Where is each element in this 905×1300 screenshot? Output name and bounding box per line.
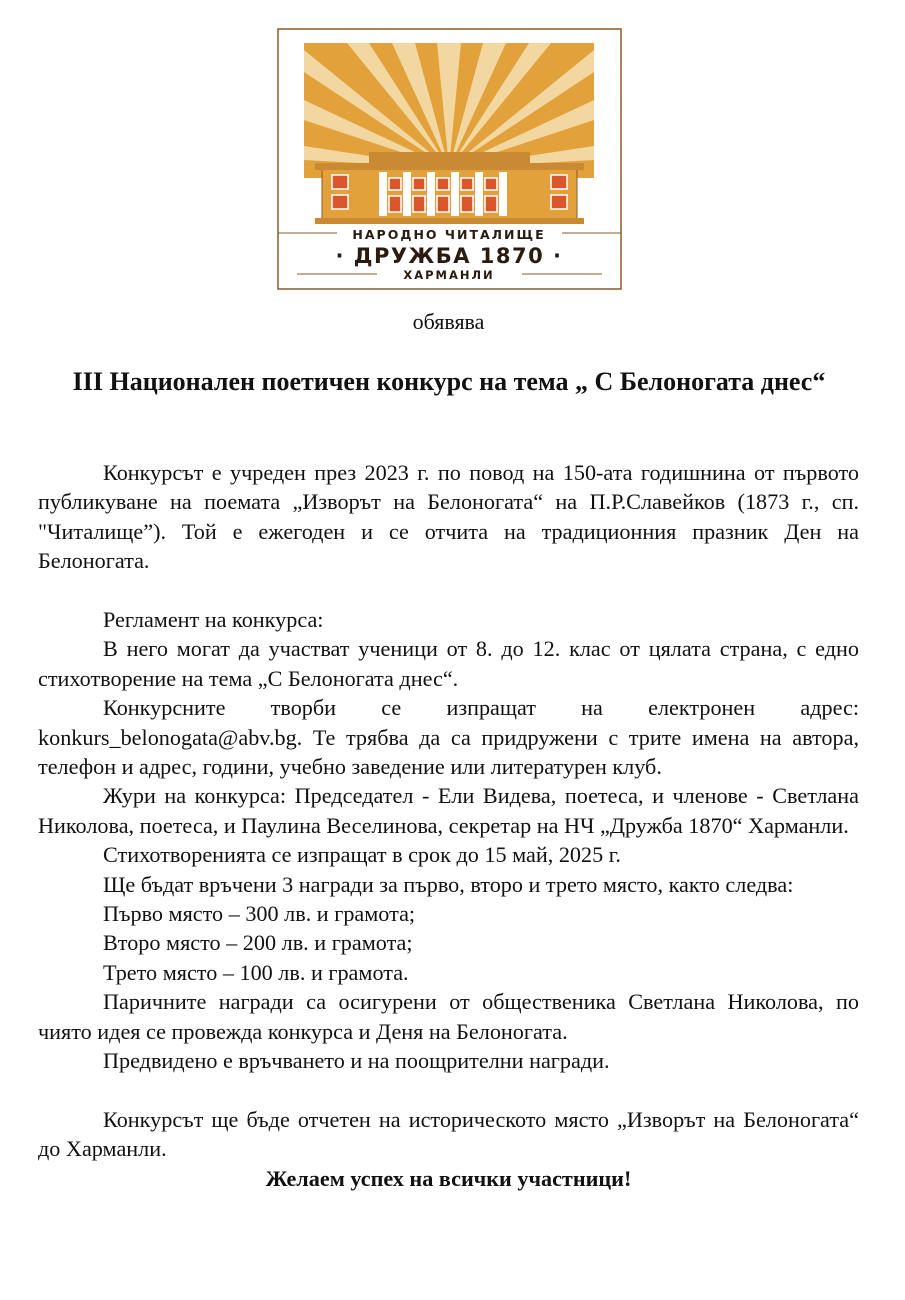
- document-body: [38, 458, 859, 1193]
- logo-graphic: [277, 28, 622, 290]
- rules-sponsor: Паричните награди са осигурени от общественика Светлана Николова, по чиято идея се провежда конкурса и Деня на Белоногата.: [38, 989, 859, 1044]
- logo-line2: · ДРУЖБА 1870 ·: [335, 244, 563, 268]
- closing-line: Желаем успех на всички участници!: [265, 1165, 632, 1191]
- logo-line3: ХАРМАНЛИ: [403, 268, 495, 282]
- rules-deadline: Стихотворенията се изпращат в срок до 15 май, 2025 г.: [103, 842, 621, 868]
- logo-line1: НАРОДНО ЧИТАЛИЩЕ: [352, 227, 546, 242]
- page-title: III Национален поетичен конкурс на тема „ С Белоногата днес“: [72, 367, 826, 396]
- intro-paragraph: Конкурсът е учреден през 2023 г. по повод на 150-ата годишнина от първото публикуване на поемата „Изворът на Белоногата“ на П.Р.Славейков (1873 г., сп. "Читалище”). Той е ежегоден и се отчита на традиционния празник Ден на Белоногата.: [38, 460, 859, 574]
- chitalishte-logo: [277, 28, 622, 290]
- outro-paragraph: Конкурсът ще бъде отчетен на историческото място „Изворът на Белоногата“ до Харманли.: [38, 1106, 859, 1162]
- rules-eligibility: В него могат да участват ученици от 8. до 12. клас от цялата страна, с едно стихотворение на тема „С Белоногата днес“.: [38, 636, 859, 691]
- rules-heading: Регламент на конкурса:: [103, 607, 324, 633]
- rules-encouragement: Предвидено е връчването и на поощрителни награди.: [103, 1048, 610, 1074]
- rules-prizes: Ще бъдат връчени 3 награди за първо, второ и трето място, както следва:: [103, 871, 794, 897]
- prize-first: Първо място – 300 лв. и грамота;: [103, 901, 416, 927]
- prize-second: Второ място – 200 лв. и грамота;: [103, 930, 413, 956]
- rules-jury: Жури на конкурса: Председател - Ели Видева, поетеса, и членове - Светлана Николова, поетеса, и Паулина Веселинова, секретар на НЧ „Дружба 1870“ Харманли.: [38, 783, 859, 838]
- prize-third: Трето място – 100 лв. и грамота.: [103, 959, 409, 985]
- rules-submission: Конкурсните творби се изпращат на електронен адрес: konkurs_belonogata@abv.bg. Те трябва да са придружени с трите имена на автора, телефон и адрес, години, учебно заведение или литературен клуб.: [38, 695, 859, 780]
- announce-text: обявява: [412, 309, 485, 334]
